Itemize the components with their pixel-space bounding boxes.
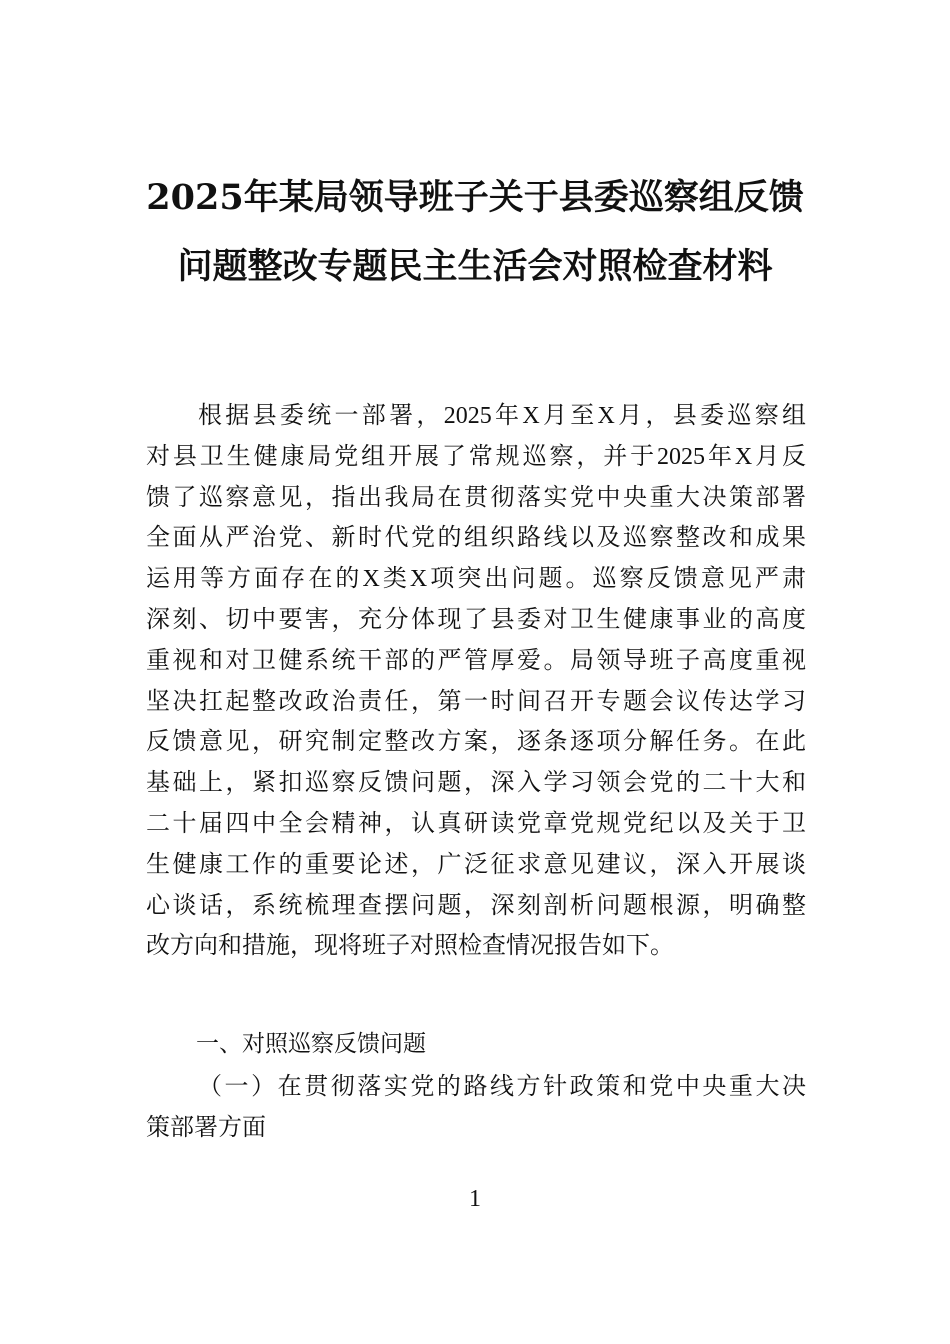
- paragraph-line: 二十届四中全会精神，认真研读党章党规党纪以及关于卫: [146, 810, 806, 837]
- paragraph-line: 改方向和措施，现将班子对照检查情况报告如下。: [146, 933, 674, 960]
- subsection-heading: [146, 1067, 806, 1149]
- subsection-heading-line: 策部署方面: [146, 1114, 266, 1141]
- paragraph-line: 生健康工作的重要论述，广泛征求意见建议，深入开展谈: [146, 851, 806, 878]
- paragraph-line: 基础上，紧扣巡察反馈问题，深入学习领会党的二十大和: [146, 770, 806, 797]
- page-number: 1: [469, 1186, 481, 1212]
- paragraph-line: 深刻、切中要害，充分体现了县委对卫生健康事业的高度: [146, 606, 806, 633]
- paragraph-line: 坚决扛起整改政治责任，第一时间召开专题会议传达学习: [146, 688, 806, 715]
- paragraph-line: 重视和对卫健系统干部的严管厚爱。局领导班子高度重视: [146, 647, 806, 674]
- paragraph-line: 运用等方面存在的X类X项突出问题。巡察反馈意见严肃: [146, 566, 806, 593]
- paragraph-line: 对县卫生健康局党组开展了常规巡察，并于2025年X月反: [146, 443, 806, 470]
- paragraph-line: 根据县委统一部署，2025年X月至X月，县委巡察组: [198, 403, 806, 429]
- paragraph-line: 馈了巡察意见，指出我局在贯彻落实党中央重大决策部署: [146, 484, 806, 511]
- section-heading: 一、对照巡察反馈问题: [196, 1031, 426, 1057]
- paragraph-line: 反馈意见，研究制定整改方案，逐条逐项分解任务。在此: [146, 729, 806, 756]
- paragraph-line: 全面从严治党、新时代党的组织路线以及巡察整改和成果: [146, 525, 806, 552]
- document-title-line-2: 问题整改专题民主生活会对照检查材料: [177, 246, 773, 287]
- paragraph-line: 心谈话，系统梳理查摆问题，深刻剖析问题根源，明确整: [146, 892, 806, 919]
- intro-paragraph: [146, 396, 806, 967]
- subsection-heading-line: （一）在贯彻落实党的路线方针政策和党中央重大决: [198, 1074, 806, 1100]
- document-title-line-1: 2025年某局领导班子关于县委巡察组反馈: [146, 177, 804, 218]
